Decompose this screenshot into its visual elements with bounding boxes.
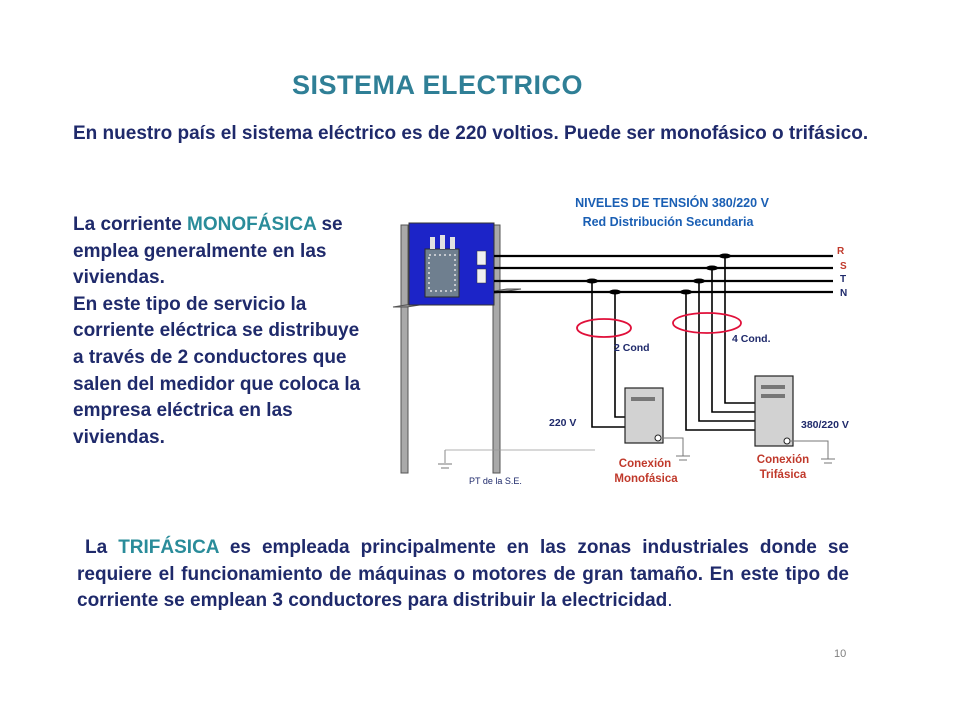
label-4-cond: 4 Cond. — [732, 333, 771, 345]
trifasica-text-end: . — [667, 590, 673, 611]
meter-2 — [477, 269, 486, 283]
trifasica-text-2: es empleada principalmente en las zonas industriales donde se requiere el funcionamiento de máquinas o motores de gran tamaño. En este tipo de corriente se emplean 3 conductores para distribuir la electricidad — [77, 537, 850, 611]
line-label-n: N — [840, 288, 848, 299]
trifasica-paragraph — [77, 535, 849, 615]
diagram-heading-voltage: NIVELES DE TENSIÓN 380/220 V — [575, 196, 769, 210]
label-380-220v: 380/220 V — [801, 419, 849, 431]
line-label-r: R — [837, 246, 845, 257]
monofasica-text-1: La corriente — [73, 214, 188, 235]
tri-meter-display-1 — [761, 385, 785, 389]
monofasica-text-2: se emplea generalmente en las viviendas. — [73, 214, 343, 289]
bushing-2 — [440, 235, 445, 249]
mono-wire-neutral — [615, 292, 625, 417]
mono-wire-phase — [592, 281, 625, 427]
mono-label-2: Monofásica — [614, 473, 678, 485]
bushing-3 — [450, 237, 455, 249]
mono-ground-wire — [661, 438, 683, 456]
label-2-cond: 2 Cond — [614, 342, 650, 354]
line-label-s: S — [840, 261, 847, 272]
mono-meter-display — [631, 397, 655, 401]
monofasica-text-3: En este tipo de servicio la corriente eléctrica se distribuye a través de 2 conductores que salen del medidor que coloca la empresa eléctrica en las viviendas. — [73, 293, 361, 448]
distribution-diagram — [385, 185, 865, 495]
tri-wire-r — [725, 256, 755, 403]
line-label-t: T — [840, 274, 847, 285]
diagram-heading-network: Red Distribución Secundaria — [582, 215, 754, 229]
trifasica-highlight: TRIFÁSICA — [118, 537, 219, 558]
monofasica-paragraph — [73, 212, 373, 451]
mono-label-1: Conexión — [618, 458, 672, 470]
pole-left — [401, 225, 408, 473]
page-title: SISTEMA ELECTRICO — [292, 70, 584, 100]
tri-conductor-ring — [673, 313, 741, 333]
monofasica-highlight: MONOFÁSICA — [187, 214, 317, 235]
tri-label-2: Trifásica — [759, 469, 807, 481]
bushing-1 — [430, 237, 435, 249]
page-number: 10 — [834, 648, 847, 660]
pt-label: PT de la S.E. — [469, 476, 522, 486]
intro-paragraph: En nuestro país el sistema eléctrico es de 220 voltios. Puede ser monofásico o trifásico. — [73, 123, 869, 144]
tri-meter-display-2 — [761, 394, 785, 398]
tri-meter-ground-node — [784, 438, 790, 444]
mono-conductor-ring — [577, 319, 631, 337]
tri-label-1: Conexión — [756, 454, 810, 466]
label-220v: 220 V — [549, 417, 577, 429]
tri-wire-t — [699, 281, 755, 421]
transformer-core — [425, 249, 459, 297]
meter-1 — [477, 251, 486, 265]
trifasica-text-1: La — [85, 537, 119, 558]
mono-meter-ground-node — [655, 435, 661, 441]
